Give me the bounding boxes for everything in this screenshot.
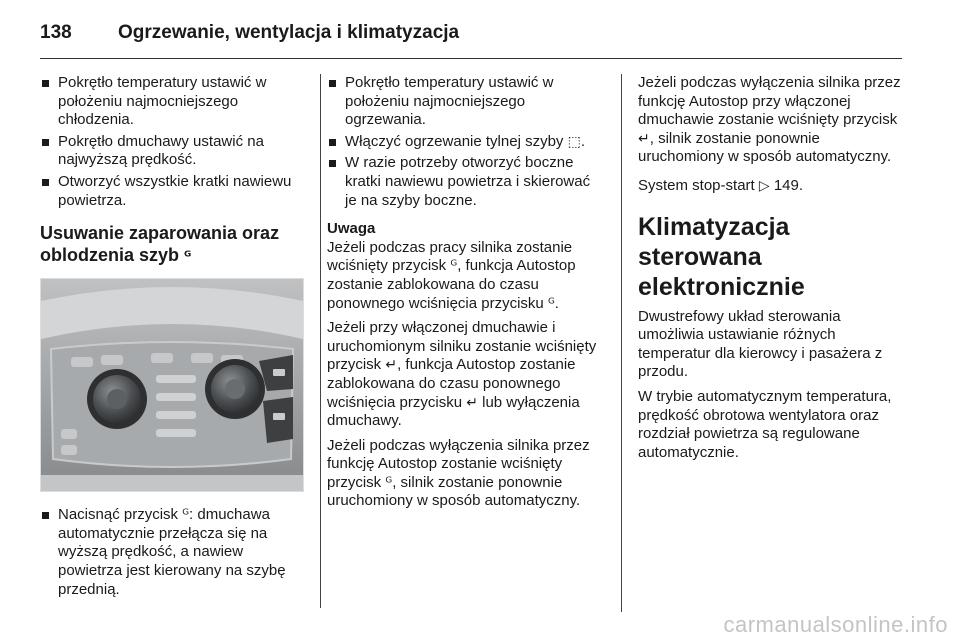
bullet-text: Włączyć ogrzewanie tylnej szyby <box>345 132 564 150</box>
paragraph-text: Jeżeli podczas wyłączenia silnika przez funkcję Autostop przy włączonej dmuchawie zostanie wciśnięty przycisk <box>638 74 901 129</box>
note-paragraph <box>327 437 605 511</box>
air-distribution-feet-icon: ↵ <box>466 394 478 411</box>
defrost-windshield-icon: ᴳ <box>184 249 192 266</box>
page-reference-arrow-icon: ▷ <box>758 177 770 194</box>
header-divider <box>40 58 902 59</box>
bullet-item: Pokrętło temperatury ustawić w położeniu najmocniejszego chłodzenia. <box>40 74 308 130</box>
bullet-item <box>327 133 605 152</box>
column-2 <box>327 74 605 517</box>
paragraph <box>638 74 908 167</box>
column-divider-2 <box>621 74 622 612</box>
paragraph: Dwustrefowy układ sterowania umożliwia ustawianie różnych temperatur dla kierowcy i pasażera z przodu. <box>638 307 883 381</box>
climate-control-panel-photo <box>40 278 304 492</box>
bullet-item: Otworzyć wszystkie kratki nawiewu powietrza. <box>40 173 308 210</box>
page-header <box>40 16 459 50</box>
note-text: Jeżeli podczas pracy silnika zostanie wciśnięty przycisk <box>327 238 573 275</box>
paragraph-reference <box>638 177 908 196</box>
column-divider-1 <box>320 74 321 608</box>
paragraph-text: , silnik zostanie ponownie uruchomiony w sposób automatyczny. <box>638 129 892 166</box>
bullet-item: W razie potrzeby otworzyć boczne kratki nawiewu powietrza i skierować je na szyby boczne. <box>327 154 605 210</box>
bullet-text: Nacisnąć przycisk <box>58 506 179 524</box>
note-text: . <box>554 294 559 312</box>
note-text: Jeżeli podczas wyłączenia silnika przez funkcję Autostop zostanie wciśnięty przycisk <box>327 436 590 491</box>
note-text: Jeżeli przy włączonej dmuchawie i uruchomionym silniku zostanie wciśnięty przycisk <box>327 319 597 374</box>
bullet-text: . <box>580 132 585 150</box>
rear-window-heating-icon: ⬚ <box>567 133 581 150</box>
note-text: lub wyłączenia dmuchawy. <box>327 393 580 430</box>
page-number: 138 <box>40 22 72 43</box>
reference-page[interactable]: 149. <box>773 176 804 194</box>
section-heading-defrost <box>40 222 308 268</box>
bullet-item <box>40 506 308 599</box>
column-3 <box>638 74 908 468</box>
column-1 <box>40 74 308 602</box>
bullet-text: : dmuchawa automatycznie przełącza się na wyższą prędkość, a nawiew powietrza jest kierowany na szybę przednią. <box>58 506 286 598</box>
section-heading-climate: Klimatyzacja sterowana elektronicznie <box>638 212 805 301</box>
defrost-windshield-icon: ᴳ <box>450 258 458 275</box>
bullet-item: Pokrętło dmuchawy ustawić na najwyższą prędkość. <box>40 133 308 170</box>
note-text: , funkcja Autostop zostanie zablokowana do czasu ponownego wciśnięcia przycisku <box>327 257 576 312</box>
note-text: , funkcja Autostop zostanie zablokowana do czasu ponownego wciśnięcia przycisku <box>327 356 576 411</box>
note-title: Uwaga <box>327 220 376 238</box>
reference-text: System stop-start <box>638 176 755 194</box>
defrost-windshield-icon: ᴳ <box>182 507 190 524</box>
paragraph: W trybie automatycznym temperatura, prędkość obrotowa wentylatora oraz rozdział powietrza są regulowane automatycznie. <box>638 387 892 461</box>
note-text: , silnik zostanie ponownie uruchomiony w sposób automatyczny. <box>327 473 581 510</box>
note-paragraph <box>327 319 605 431</box>
defrost-windshield-icon: ᴳ <box>385 474 393 491</box>
defrost-windshield-icon: ᴳ <box>547 295 555 312</box>
note-paragraph <box>327 239 605 313</box>
bullet-item: Pokrętło temperatury ustawić w położeniu najmocniejszego ogrzewania. <box>327 74 605 130</box>
watermark: carmanualsonline.info <box>723 612 948 637</box>
section-heading-text: Usuwanie zaparowania oraz oblodzenia szyb <box>40 223 280 266</box>
air-distribution-feet-icon: ↵ <box>638 130 650 147</box>
page-title: Ogrzewanie, wentylacja i klimatyzacja <box>118 22 460 43</box>
air-distribution-feet-icon: ↵ <box>385 357 398 374</box>
